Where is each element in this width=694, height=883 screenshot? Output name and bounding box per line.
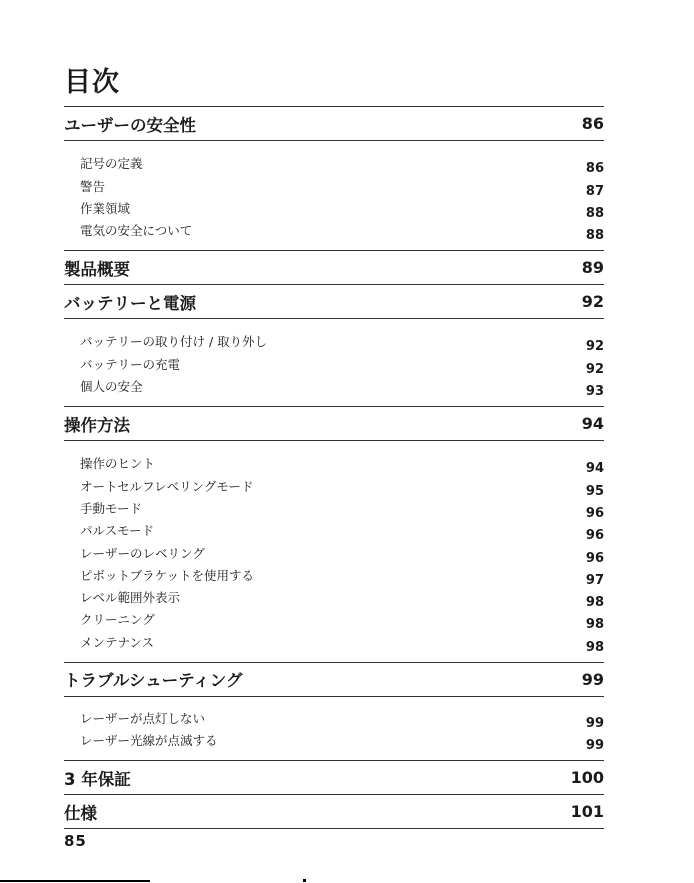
toc-item-row [64, 562, 604, 588]
toc-item-page: 96 [585, 550, 604, 566]
toc-item-row [64, 705, 604, 732]
toc-item-row [64, 172, 604, 199]
toc-item-title: 警告 [80, 178, 106, 194]
toc-item-page: 98 [585, 617, 604, 633]
toc-item-row [64, 472, 604, 499]
toc-section-page: 86 [581, 114, 604, 133]
toc-item-title: パルスモード [80, 523, 155, 539]
toc-item-row [64, 539, 604, 566]
toc-section-title: 操作方法 [64, 415, 130, 435]
toc-item-row [64, 727, 604, 754]
toc-item-page: 93 [585, 384, 604, 400]
toc-item-page: 98 [585, 639, 604, 655]
toc-item-title: バッテリーの取り付け / 取り外し [80, 334, 268, 350]
toc-item-row [64, 517, 604, 544]
toc-item-row [64, 195, 604, 221]
toc-item-title: 手動モード [80, 500, 143, 516]
toc-item-title: 記号の定義 [80, 156, 143, 172]
toc-item-title: レベル範囲外表示 [80, 590, 181, 606]
bottom-edge-mark [303, 879, 306, 882]
toc-item-title: 操作のヒント [80, 456, 156, 472]
toc-item-title: クリーニング [80, 612, 155, 628]
toc-item-page: 88 [585, 205, 604, 221]
toc-item-row [64, 584, 604, 611]
toc-item-row [64, 217, 604, 244]
toc-section-page: 99 [581, 669, 604, 689]
toc-item-row [64, 495, 604, 521]
table-of-contents [64, 106, 604, 829]
toc-section-title: 仕様 [64, 803, 97, 823]
toc-item-title: レーザーが点灯しない [80, 711, 206, 727]
toc-section-row [64, 761, 604, 794]
toc-section-page: 94 [581, 414, 604, 434]
toc-section-row [64, 285, 604, 318]
toc-section-title: 製品概要 [64, 259, 130, 279]
toc-item-page: 88 [585, 228, 604, 244]
page-number: 85 [64, 832, 87, 850]
toc-item-page: 87 [585, 183, 604, 199]
toc-section-title: 3 年保証 [64, 769, 131, 789]
toc-item-row [64, 328, 604, 355]
toc-item-title: 電気の安全について [80, 223, 193, 239]
toc-item-title: 個人の安全 [80, 379, 143, 395]
page-title: 目次 [64, 67, 120, 98]
toc-item-title: 作業領域 [80, 200, 131, 216]
toc-item-list [64, 319, 604, 406]
toc-section-page: 101 [570, 802, 604, 822]
toc-item-page: 92 [585, 361, 604, 377]
toc-section-title: バッテリーと電源 [64, 293, 196, 313]
toc-item-row [64, 150, 604, 177]
toc-item-page: 95 [585, 483, 604, 499]
toc-section-page: 89 [581, 258, 604, 278]
toc-item-row [64, 606, 604, 633]
toc-section-title: トラブルシューティング [64, 671, 243, 691]
toc-item-page: 99 [585, 716, 604, 732]
toc-item-page: 98 [585, 595, 604, 611]
toc-item-list [64, 141, 604, 250]
toc-item-row [64, 373, 604, 400]
toc-section-row [64, 407, 604, 440]
toc-item-title: レーザーのレベリング [80, 545, 205, 561]
toc-section-row [64, 251, 604, 284]
toc-item-page: 92 [585, 339, 604, 355]
toc-item-row [64, 350, 604, 377]
toc-item-page: 86 [585, 161, 604, 177]
toc-section-page: 92 [581, 292, 604, 312]
toc-item-row [64, 628, 604, 655]
toc-section-title: ユーザーの安全性 [64, 115, 196, 135]
toc-item-list [64, 697, 604, 761]
toc-item-title: メンテナンス [80, 634, 155, 650]
toc-item-list [64, 441, 604, 662]
toc-section-page: 100 [570, 768, 604, 788]
toc-item-row [64, 450, 604, 477]
toc-section-row [64, 663, 604, 696]
toc-item-page: 94 [585, 461, 604, 477]
toc-item-page: 99 [585, 738, 604, 754]
toc-item-title: ピボットブラケットを使用する [80, 567, 255, 583]
toc-section-row [64, 107, 604, 140]
section-divider [64, 828, 604, 829]
bottom-edge-line [0, 880, 150, 882]
toc-item-title: バッテリーの充電 [80, 356, 181, 372]
toc-item-title: レーザー光線が点滅する [80, 733, 218, 749]
toc-section-row [64, 795, 604, 828]
toc-item-page: 96 [585, 505, 604, 521]
toc-item-page: 97 [585, 572, 604, 588]
toc-item-page: 96 [585, 528, 604, 544]
toc-item-title: オートセルフレベリングモード [80, 478, 254, 494]
